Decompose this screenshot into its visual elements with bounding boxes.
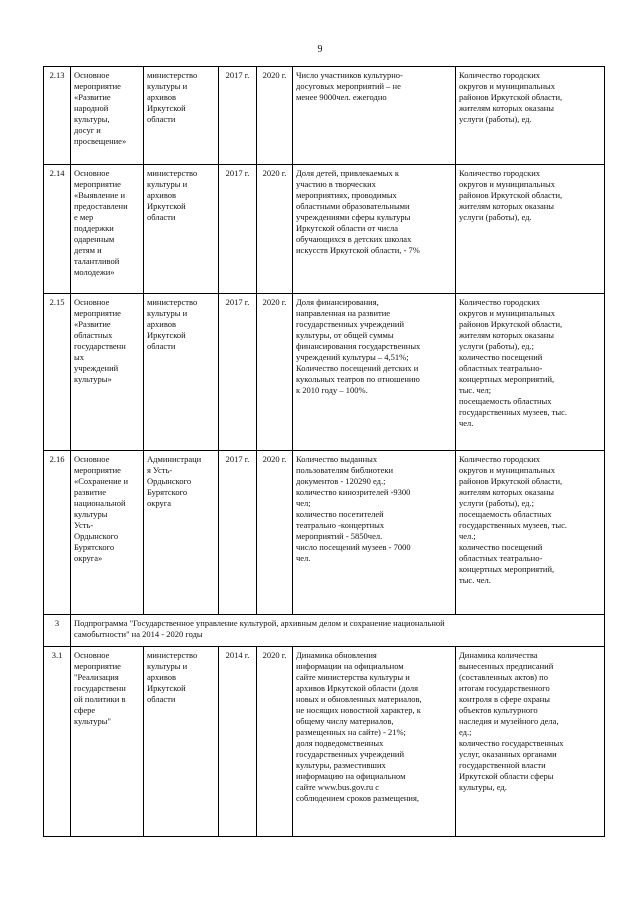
measure-name: Основное мероприятие «Сохранение и развитие национальной культуры Усть- Ордынского Бурятского округа» (71, 451, 144, 615)
table-row (44, 647, 605, 837)
measures-table (43, 66, 605, 837)
expected-result: Доля финансирования, направленная на развитие государственных учреждений культуры, от общей суммы финансирования государственных учреждений культуры – 4,51%; Количество посещений детских и кукольных театров по отношению к 2010 году – 100%. (293, 294, 456, 451)
executor: министерство культуры и архивов Иркутской области (144, 647, 219, 837)
end-year: 2020 г. (257, 451, 293, 615)
measure-name: Основное мероприятие «Выявление и предоставлени е мер поддержки одаренным детям и талантливой молодежи» (71, 165, 144, 294)
end-year: 2020 г. (257, 647, 293, 837)
start-year: 2017 г. (219, 451, 257, 615)
row-number: 2.15 (44, 294, 71, 451)
row-number: 2.13 (44, 67, 71, 165)
expected-result: Число участников культурно- досуговых мероприятий – не менее 9000чел. ежегодно (293, 67, 456, 165)
subprogram-number: 3 (44, 615, 71, 647)
expected-result: Динамика обновления информации на официальном сайте министерства культуры и архивов Иркутской области (доля новых и обновленных материалов, не носящих новостной характер, к общему числу материалов, размещенных на сайте) - 21%; доля подведомственных государственных учреждений культуры, разместивших информацию на официальном сайте www.bus.gov.ru с соблюдением сроков размещения, (293, 647, 456, 837)
start-year: 2017 г. (219, 67, 257, 165)
indicators: Количество городских округов и муниципальных районов Иркутской области, жителям которых оказаны услуги (работы), ед. (456, 67, 605, 165)
subprogram-title: Подпрограмма "Государственное управление культурой, архивным делом и сохранение национальной самобытности" на 2014 - 2020 годы (71, 615, 605, 647)
indicators: Количество городских округов и муниципальных районов Иркутской области, жителям которых оказаны услуги (работы), ед. (456, 165, 605, 294)
start-year: 2017 г. (219, 294, 257, 451)
start-year: 2017 г. (219, 165, 257, 294)
start-year: 2014 г. (219, 647, 257, 837)
end-year: 2020 г. (257, 294, 293, 451)
indicators: Количество городских округов и муниципальных районов Иркутской области, жителям которых оказаны услуги (работы), ед.; посещаемость областных государственных музеев, тыс. чел.; количество посещений областных театрально- концертных мероприятий, тыс. чел. (456, 451, 605, 615)
table-row (44, 294, 605, 451)
expected-result: Количество выданных пользователям библиотеки документов - 120290 ед.; количество кинозрителей -9300 чел; количество посетителей театрально -концертных мероприятий - 5850чел. число посещений музеев - 7000 чел. (293, 451, 456, 615)
executor: министерство культуры и архивов Иркутской области (144, 67, 219, 165)
page-number: 9 (317, 44, 323, 55)
table-row (44, 451, 605, 615)
row-number: 3.1 (44, 647, 71, 837)
indicators: Динамика количества вынесенных предписаний (составленных актов) по итогам государственного контроля в сфере охраны объектов культурного наследия и музейного дела, ед.; количество государственных услуг, оказанных органами государственной власти Иркутской области сферы культуры, ед. (456, 647, 605, 837)
measure-name: Основное мероприятие "Реализация государственн ой политики в сфере культуры" (71, 647, 144, 837)
executor: Администраци я Усть- Ордынского Бурятского округа (144, 451, 219, 615)
subprogram-row (44, 615, 605, 647)
end-year: 2020 г. (257, 165, 293, 294)
row-number: 2.16 (44, 451, 71, 615)
executor: министерство культуры и архивов Иркутской области (144, 165, 219, 294)
end-year: 2020 г. (257, 67, 293, 165)
executor: министерство культуры и архивов Иркутской области (144, 294, 219, 451)
measure-name: Основное мероприятие «Развитие народной культуры, досуг и просвещение» (71, 67, 144, 165)
expected-result: Доля детей, привлекаемых к участию в творческих мероприятиях, проводимых областными образовательными учреждениями сферы культуры Иркутской области от числа обучающихся в детских школах искусств Иркутской области, - 7% (293, 165, 456, 294)
indicators: Количество городских округов и муниципальных районов Иркутской области, жителям которых оказаны услуги (работы), ед.; количество посещений областных театрально- концертных мероприятий, тыс. чел; посещаемость областных государственных музеев, тыс. чел. (456, 294, 605, 451)
table-row (44, 67, 605, 165)
row-number: 2.14 (44, 165, 71, 294)
table-row (44, 165, 605, 294)
measure-name: Основное мероприятие «Развитие областных государственн ых учреждений культуры» (71, 294, 144, 451)
